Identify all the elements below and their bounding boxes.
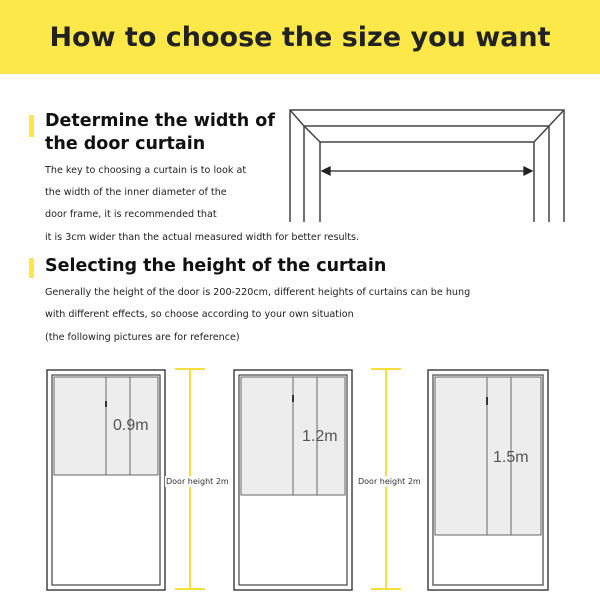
width-section-accent-bar	[29, 115, 34, 137]
door-height-label: Door height 2m	[358, 477, 421, 486]
width-body-line: The key to choosing a curtain is to look at	[45, 165, 247, 176]
middle-frame-outline	[304, 126, 549, 222]
width-body-line: the width of the inner diameter of the	[45, 187, 227, 198]
door-illustration-0.9m	[46, 369, 166, 591]
door-illustration-1.2m	[233, 369, 353, 591]
curtain-length-label: 0.9m	[113, 417, 149, 434]
door-frame-width-illustration	[288, 108, 568, 222]
header-banner	[0, 0, 600, 74]
height-section-heading: Selecting the height of the curtain	[45, 256, 387, 276]
height-body-line: (the following pictures are for reference)	[45, 332, 240, 343]
inner-frame-outline	[320, 142, 534, 222]
outer-frame-outline	[290, 110, 564, 222]
curtain-length-label: 1.5m	[493, 449, 529, 466]
width-section-heading-line2: the door curtain	[45, 134, 206, 154]
width-body-line: it is 3cm wider than the actual measured width for better results.	[45, 232, 360, 243]
curtain-length-label: 1.2m	[302, 428, 338, 445]
door-height-label: Door height 2m	[166, 477, 229, 486]
door-illustration-1.5m	[427, 369, 549, 591]
height-body-line: Generally the height of the door is 200-220cm, different heights of curtains can be hung	[45, 287, 471, 298]
page-title: How to choose the size you want	[49, 21, 551, 53]
height-body-line: with different effects, so choose according to your own situation	[45, 309, 354, 320]
height-section-accent-bar	[29, 258, 34, 278]
width-section-heading-line1: Determine the width of	[45, 111, 275, 131]
width-body-line: door frame, it is recommended that	[45, 209, 217, 220]
width-measure-arrow	[322, 167, 532, 175]
